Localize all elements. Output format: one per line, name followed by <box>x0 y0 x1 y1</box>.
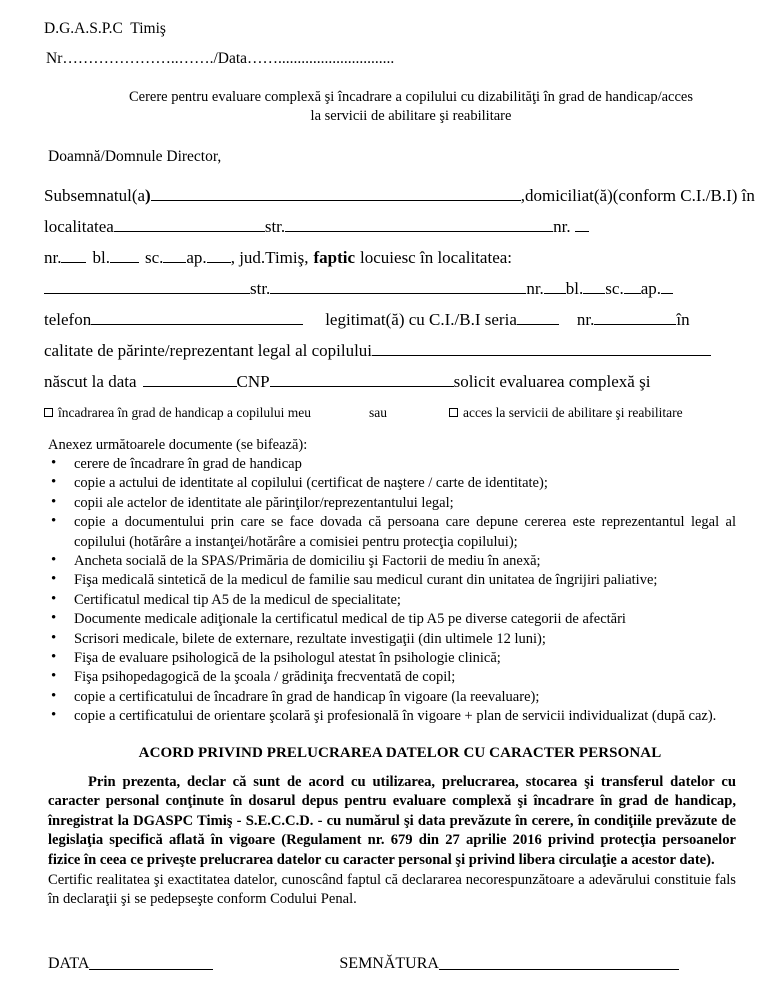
apartament-faptic-input-line[interactable] <box>661 276 673 294</box>
applicant-form-block <box>44 180 755 397</box>
ap-label-2: ap. <box>640 279 661 298</box>
list-item[interactable]: • copie a certificatului de încadrare în grad de handicap în vigoare (la reevaluare); <box>48 688 736 707</box>
anexe-document-list <box>44 455 736 727</box>
numar-input-line[interactable] <box>575 214 589 232</box>
sc-label: sc. <box>144 248 164 267</box>
list-item[interactable]: • Fişa psihopedagogică de la şcoala / grădiniţa frecventată de copil; <box>48 668 736 687</box>
nr-label-3: nr. <box>526 279 544 298</box>
list-item[interactable]: • Ancheta socială de la SPAS/Primăria de domiciliu şi Factorii de mediu în anexă; <box>48 552 736 571</box>
bl-label-2: bl. <box>565 279 584 298</box>
data-label: DATA <box>48 954 90 972</box>
scara-input-line[interactable] <box>163 245 186 263</box>
serie-ci-input-line[interactable] <box>517 307 559 325</box>
form-line-localitate <box>44 211 736 242</box>
bloc-input-line[interactable] <box>110 245 139 263</box>
nr-ci-label: nr. <box>576 310 595 329</box>
data-signature-input-line[interactable] <box>89 952 213 970</box>
str-label: str. <box>264 217 286 236</box>
checkbox-acces-servicii[interactable] <box>449 408 458 417</box>
in-text: în <box>676 310 690 329</box>
title-line-1: Cerere pentru evaluare complexă şi încadrare a copilului cu dizabilităţi în grad de handicap/acces <box>128 89 694 105</box>
bloc-faptic-input-line[interactable] <box>583 276 605 294</box>
list-item[interactable]: • copie a certificatului de orientare şcolară şi profesională în vigoare + plan de servicii individualizat (după caz). <box>48 707 736 726</box>
numar-input-line-2[interactable] <box>61 245 86 263</box>
scara-faptica-input-line[interactable] <box>624 276 641 294</box>
institution-name: D.G.A.S.P.C Timiş <box>44 20 166 37</box>
sc-label-2: sc. <box>605 279 624 298</box>
semnatura-label: SEMNĂTURA <box>339 954 439 972</box>
legitimat-text: legitimat(ă) cu C.I./B.I seria <box>325 310 517 329</box>
checkbox-incadrare-grad-handicap[interactable] <box>44 408 53 417</box>
numar-ci-input-line[interactable] <box>594 307 676 325</box>
locuiesc-text: locuiesc în localitatea: <box>360 248 513 267</box>
options-separator: sau <box>369 405 388 420</box>
localitatea-label: localitatea <box>44 217 114 236</box>
form-line-adresa-faptica <box>44 273 736 304</box>
list-item[interactable]: • Documente medicale adiţionale la certificatul medical de tip A5 pe diverse categorii de afectări <box>48 610 736 629</box>
certification-statement: Certific realitatea şi exactitatea datelor, cunoscând faptul că declararea necorespunzătoare a adevărului constituie fals în declaraţii şi se pedepseşte conform Codului Penal. <box>48 871 736 908</box>
request-type-options <box>44 403 736 423</box>
list-item[interactable]: • Certificatul medical tip A5 de la medicul de specialitate; <box>48 591 736 610</box>
telefon-input-line[interactable] <box>91 307 303 325</box>
form-line-adresa-detalii <box>44 242 736 273</box>
form-line-calitate <box>44 335 736 366</box>
gdpr-consent-body: Prin prezenta, declar că sunt de acord cu utilizarea, prelucrarea, stocarea şi transferul datelor cu caracter personal conţinute în dosarul depus pentru evaluare complexă şi încadrare în grad de handicap, înregistrat la DGASPC Timiş - S.E.C.C.D. - cu numărul şi data prevăzute în cerere, în condiţiile prevăzute de legislaţia specifică aflată în vigoare (Regulament nr. 679 din 27 aprilie 2016 privind protecţia persoanelor fizice în ceea ce priveşte prelucrarea datelor cu caracter personal şi privind libera circulaţie a acestor date). <box>48 773 736 869</box>
document-content <box>44 14 755 976</box>
list-item[interactable]: • Fişa de evaluare psihologică de la psihologul atestat în psihologie clinică; <box>48 649 736 668</box>
solicit-text: solicit evaluarea complexă şi <box>453 372 651 391</box>
subsemnatul-input-line[interactable] <box>151 183 521 201</box>
strada-faptica-input-line[interactable] <box>270 276 526 294</box>
nascut-label: născut la data <box>44 372 137 391</box>
str-label-2: str. <box>250 279 271 298</box>
nr-label-2: nr. <box>44 248 62 267</box>
cnp-label: CNP <box>236 372 270 391</box>
telefon-label: telefon <box>44 310 92 329</box>
nr-label: nr. <box>553 217 571 236</box>
title-line-2: la servicii de abilitare şi reabilitare <box>310 108 512 124</box>
anexe-intro: Anexez următoarele documente (se bifează): <box>48 437 308 453</box>
form-line-nascut <box>44 366 736 397</box>
ap-label: ap. <box>186 248 207 267</box>
localitate-faptica-input-line[interactable] <box>44 276 250 294</box>
nume-copil-input-line[interactable] <box>372 338 711 356</box>
subsemnatul-label: Subsemnatul(a <box>44 186 146 205</box>
localitatea-input-line[interactable] <box>114 214 265 232</box>
apartament-input-line[interactable] <box>207 245 231 263</box>
list-item[interactable]: • copie a documentului prin care se face dovada că persoana care depune cererea este reprezentantul legal al copilului (hotărâre a instanţei/hotărâre a comisiei pentru protecţia copilului); <box>48 513 736 552</box>
subsemnatul-paren: ) <box>145 186 151 205</box>
cnp-input-line[interactable] <box>270 369 454 387</box>
calitate-label: calitate de părinte/reprezentant legal al copilului <box>44 341 373 360</box>
faptic-label: faptic <box>313 248 356 267</box>
salutation: Doamnă/Domnule Director, <box>48 148 222 165</box>
form-line-telefon <box>44 304 736 335</box>
strada-input-line[interactable] <box>285 214 553 232</box>
list-item[interactable]: • Fişa medicală sintetică de la medicul de familie sau medicul curant din unitatea de îngrijiri paliative; <box>48 571 736 590</box>
semnatura-input-line[interactable] <box>439 952 679 970</box>
list-item[interactable]: • cerere de încadrare în grad de handicap <box>48 455 736 474</box>
bl-label: bl. <box>92 248 110 267</box>
form-line-subsemnatul <box>44 180 755 211</box>
numar-faptic-input-line[interactable] <box>544 276 566 294</box>
gdpr-consent-title: ACORD PRIVIND PRELUCRAREA DATELOR CU CARACTER PERSONAL <box>138 744 662 761</box>
document-title <box>44 88 736 126</box>
list-item[interactable]: • copie a actului de identitate al copilului (certificat de naştere / carte de identitate); <box>48 474 736 493</box>
data-nastere-input-line[interactable] <box>143 369 237 387</box>
domiciliat-text: ,domiciliat(ă)(conform C.I./B.I) în <box>520 186 755 205</box>
option-acces-label: acces la servicii de abilitare şi reabilitare <box>463 405 683 420</box>
list-item[interactable]: • copii ale actelor de identitate ale părinţilor/reprezentantului legal; <box>48 494 736 513</box>
registry-number-line: Nr…………………..……./Data…….............................. <box>46 50 395 67</box>
option-incadrare-label: încadrarea în grad de handicap a copilului meu <box>58 405 312 420</box>
judet-text: , jud.Timiş, <box>230 248 309 267</box>
list-item[interactable]: • Scrisori medicale, bilete de externare, rezultate investigaţii (din ultimele 12 luni); <box>48 630 736 649</box>
signature-row <box>44 952 736 976</box>
